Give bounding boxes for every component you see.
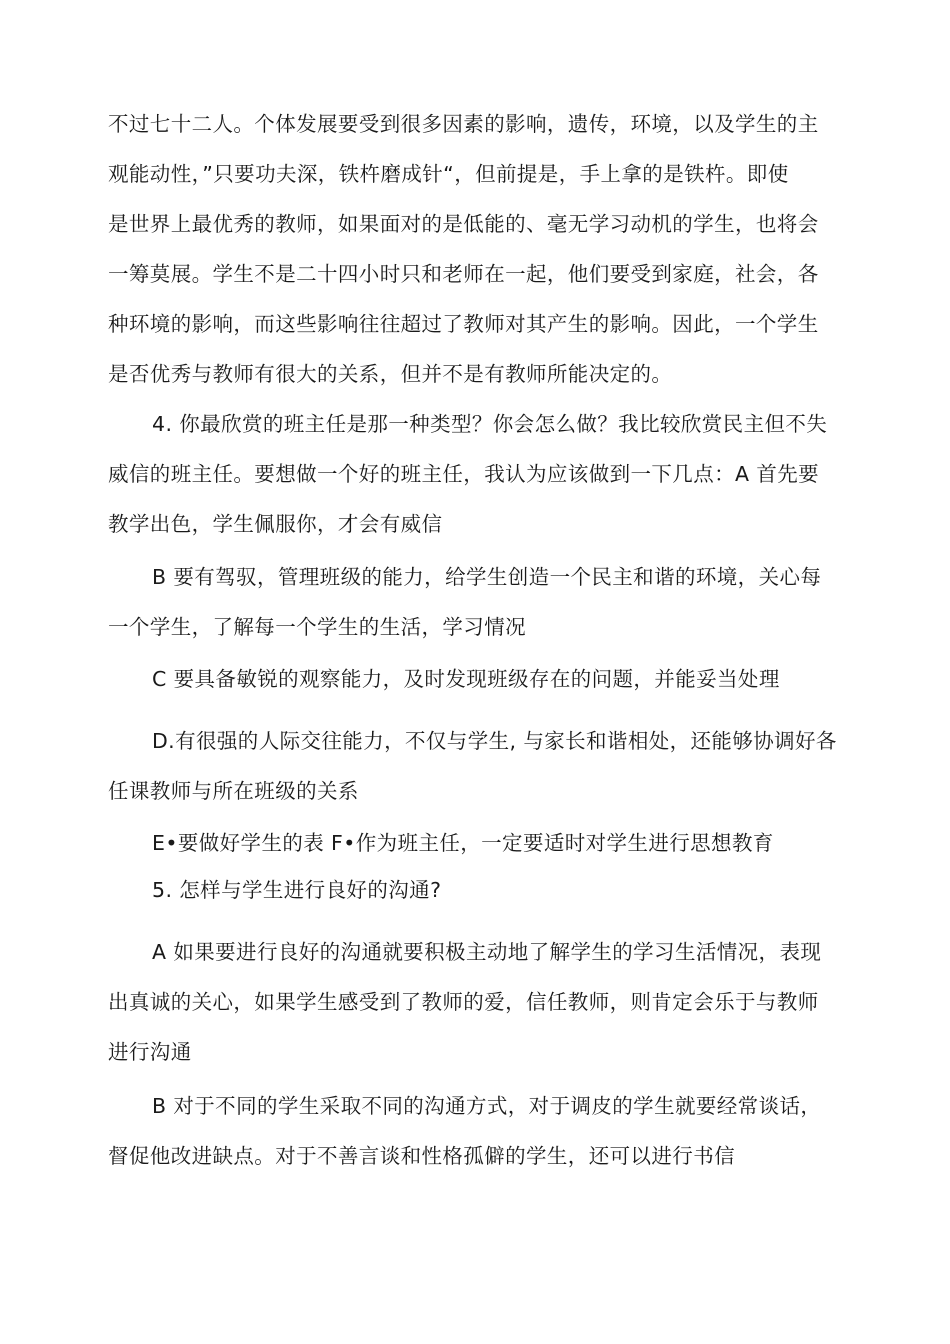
text-line: 一个学生，了解每一个学生的生活，学习情况 [108, 615, 526, 639]
item-d-line: D.有很强的人际交往能力，不仅与学生, 与家长和谐相处，还能够协调好各 [152, 729, 837, 753]
text-line: 是世界上最优秀的教师，如果面对的是低能的、毫无学习动机的学生，也将会 [108, 212, 819, 236]
answer-a-line: A 如果要进行良好的沟通就要积极主动地了解学生的学习生活情况，表现 [152, 940, 822, 964]
text-line: 观能动性，”只要功夫深，铁杵磨成针“，但前提是，手上拿的是铁杵。即使 [108, 162, 789, 186]
text-line: 威信的班主任。要想做一个好的班主任，我认为应该做到一下几点：A 首先要 [108, 462, 820, 486]
answer-b-line: B 对于不同的学生采取不同的沟通方式，对于调皮的学生就要经常谈话， [152, 1094, 822, 1118]
text-line: 教学出色，学生佩服你，才会有威信 [108, 512, 443, 536]
text-line: 是否优秀与教师有很大的关系，但并不是有教师所能决定的。 [108, 362, 673, 386]
text-line: 进行沟通 [108, 1040, 192, 1064]
text-line: 任课教师与所在班级的关系 [108, 779, 359, 803]
text-line: 不过七十二人。个体发展要受到很多因素的影响，遗传，环境，以及学生的主 [108, 112, 819, 136]
text-line: 种环境的影响，而这些影响往往超过了教师对其产生的影响。因此，一个学生 [108, 312, 819, 336]
item-e-f-line: E•要做好学生的表 F•作为班主任，一定要适时对学生进行思想教育 [152, 831, 774, 855]
question-4-line: 4. 你最欣赏的班主任是那一种类型？你会怎么做？我比较欣赏民主但不失 [152, 412, 828, 436]
item-c-line: C 要具备敏锐的观察能力，及时发现班级存在的问题，并能妥当处理 [152, 667, 780, 691]
text-line: 督促他改进缺点。对于不善言谈和性格孤僻的学生，还可以进行书信 [108, 1144, 735, 1168]
question-5-line: 5. 怎样与学生进行良好的沟通? [152, 878, 442, 902]
text-line: 出真诚的关心，如果学生感受到了教师的爱，信任教师，则肯定会乐于与教师 [108, 990, 819, 1014]
item-b-line: B 要有驾驭，管理班级的能力，给学生创造一个民主和谐的环境，关心每 [152, 565, 822, 589]
text-line: 一筹莫展。学生不是二十四小时只和老师在一起，他们要受到家庭，社会，各 [108, 262, 819, 286]
